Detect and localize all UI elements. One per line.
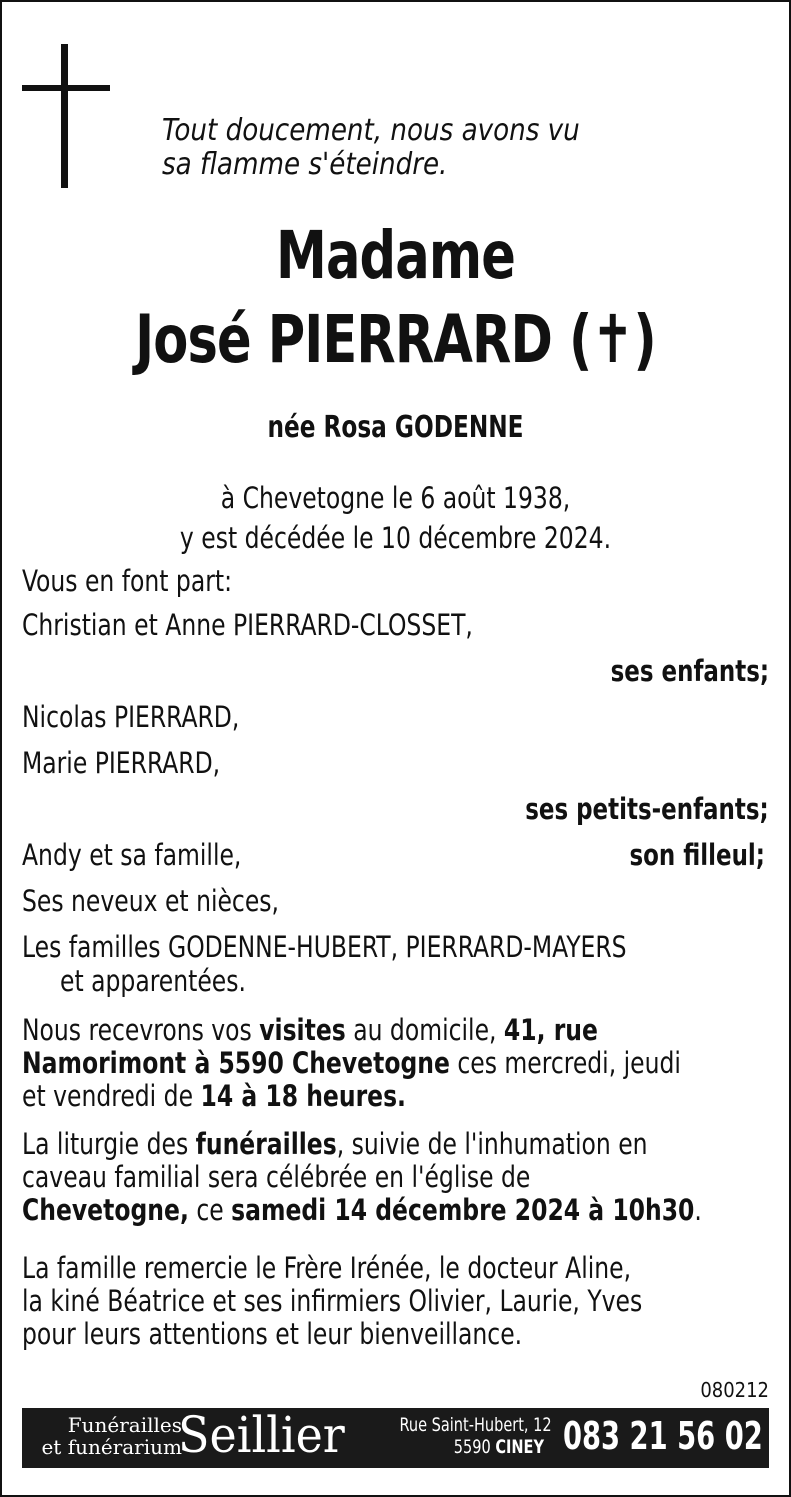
funeral-date: samedi 14 décembre 2024 à 10h30 [231,1193,695,1227]
godson-name: Andy et sa famille, [22,838,242,872]
announcement: Vous en font part: [22,564,232,598]
tagline-line-2: et funérarium [41,1435,182,1459]
name-full: José PIERRARD ( [135,301,592,378]
visits-text: et vendredi de [22,1079,201,1113]
address-street: Rue Saint-Hubert, 12 [399,1414,552,1436]
reference-number: 080212 [700,1378,769,1402]
thanks-paragraph [22,1252,769,1351]
birth-date: à Chevetogne le 6 août 1938, [220,481,571,515]
quote-line-1: Tout doucement, nous avons vu [162,113,580,148]
small-cross-icon: ✝ [591,301,634,378]
funeral-text: La liturgie des [22,1127,196,1161]
funeral-text: . [694,1193,702,1227]
thanks-line-2: la kiné Béatrice et ses infirmiers Olivier, Laurie, Yves [22,1284,643,1318]
funeral-bold: funérailles [195,1127,337,1161]
grandchild-2: Marie PIERRARD, [22,746,221,780]
funeral-home-tagline [32,1414,182,1458]
tagline-line-1: Funérailles [67,1413,182,1437]
children-role: ses enfants; [610,654,769,688]
name-close-paren: ) [633,301,656,378]
funeral-home-brand: Seillier [178,1408,345,1464]
funeral-text: caveau familial sera célébrée en l'église de [22,1160,531,1194]
nephews: Ses neveux et nièces, [22,884,279,918]
funeral-home-banner [22,1408,769,1468]
children-names: Christian et Anne PIERRARD-CLOSSET, [22,608,473,642]
visits-address-2: Namorimont à 5590 Chevetogne [22,1046,450,1080]
families-line-2: et apparentées. [60,964,246,998]
name-title: Madame [276,217,515,294]
visits-text: au domicile, [345,1013,504,1047]
death-date: y est décédée le 10 décembre 2024. [179,521,612,555]
visits-hours: 14 à 18 heures. [200,1079,406,1113]
dates [2,478,789,558]
visits-paragraph [22,1014,769,1113]
cross-icon-bar [22,85,110,91]
cross-icon [61,44,68,188]
godson-role: son filleul; [629,838,765,872]
visits-text: Nous recevrons vos [22,1013,260,1047]
visits-address-1: 41, rue [503,1013,598,1047]
visits-bold: visites [259,1013,346,1047]
grandchildren-role: ses petits-enfants; [525,792,769,826]
visits-text: ces mercredi, jeudi [449,1046,681,1080]
quote [162,114,580,182]
funeral-place: Chevetogne, [22,1193,189,1227]
funeral-home-address [399,1414,552,1458]
address-postcode: 5590 [453,1436,496,1458]
funeral-text: ce [188,1193,232,1227]
address-city: CINEY [495,1436,544,1458]
grandchild-1: Nicolas PIERRARD, [22,700,240,734]
thanks-line-3: pour leurs attentions et leur bienveillance. [22,1317,523,1351]
families-line-1: Les familles GODENNE-HUBERT, PIERRARD-MAYERS [22,930,627,964]
name-full-line [57,298,734,382]
funeral-paragraph [22,1128,769,1227]
quote-line-2: sa flamme s'éteindre. [162,147,448,182]
funeral-text: , suivie de l'inhumation en [336,1127,648,1161]
thanks-line-1: La famille remercie le Frère Irénée, le docteur Aline, [22,1251,632,1285]
birth-name: née Rosa GODENNE [267,410,524,445]
funeral-home-phone: 083 21 56 02 [563,1414,763,1458]
deceased-name [2,214,789,382]
